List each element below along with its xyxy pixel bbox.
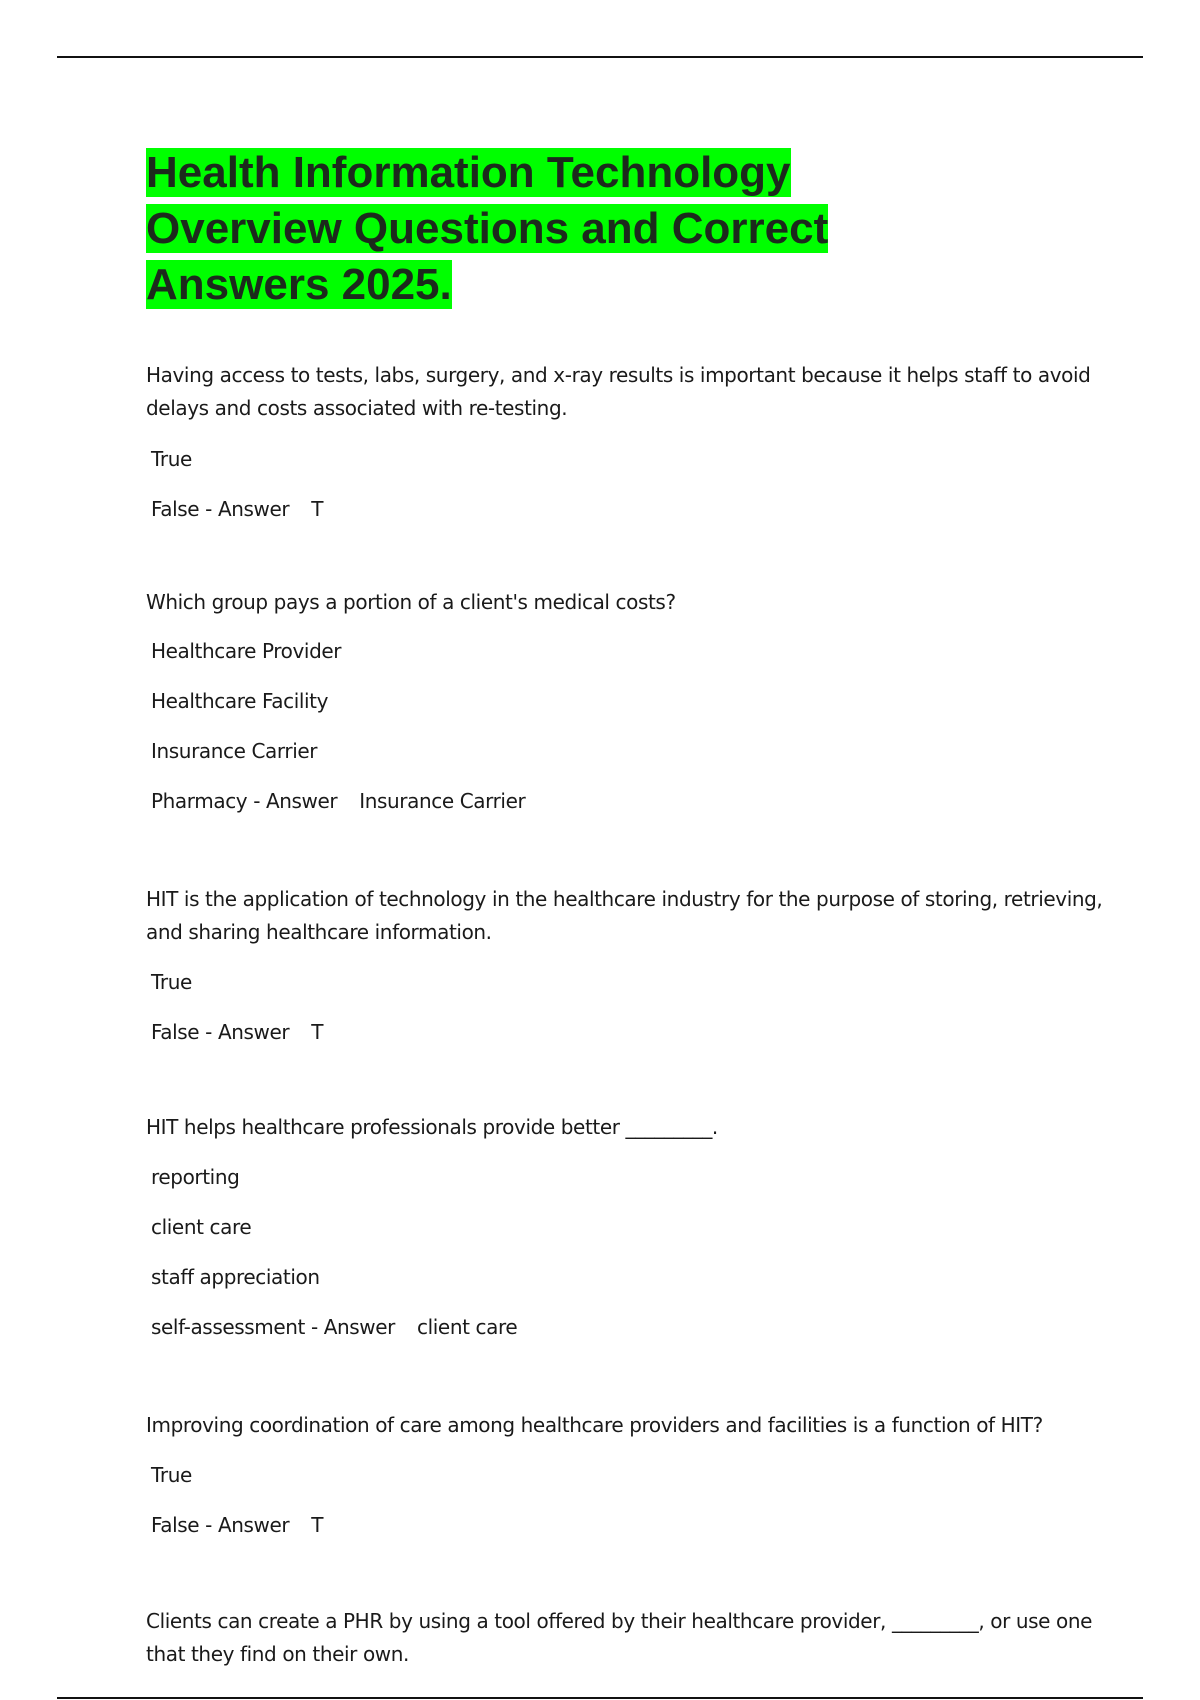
answer-label: - Answer bbox=[247, 789, 338, 813]
question-text: Clients can create a PHR by using a tool offered by their healthcare provider, _________, or use one that they find on their own. bbox=[146, 1609, 1093, 1666]
option-list bbox=[146, 1459, 1106, 1542]
option: Insurance Carrier bbox=[151, 739, 318, 763]
question-2 bbox=[146, 586, 1106, 818]
option-with-answer bbox=[146, 1016, 1106, 1049]
question-1 bbox=[146, 359, 1106, 526]
option-with-answer bbox=[146, 1509, 1106, 1542]
question-text: HIT is the application of technology in the healthcare industry for the purpose of storing, retrieving, and sharing healthcare information. bbox=[146, 887, 1103, 944]
option-list bbox=[146, 635, 1106, 818]
option-list bbox=[146, 443, 1106, 526]
answer-label: - Answer bbox=[199, 497, 290, 521]
option-label: Pharmacy bbox=[151, 789, 248, 813]
answer-value: client care bbox=[417, 1315, 518, 1339]
question-5 bbox=[146, 1409, 1106, 1542]
answer-value: T bbox=[311, 1020, 324, 1044]
document-body bbox=[146, 145, 1106, 1671]
option-label: False bbox=[151, 497, 200, 521]
answer-label: - Answer bbox=[305, 1315, 395, 1339]
option-with-answer bbox=[146, 493, 1106, 526]
option: True bbox=[151, 447, 192, 471]
question-text: Which group pays a portion of a client's medical costs? bbox=[146, 590, 676, 614]
header-rule bbox=[57, 56, 1143, 58]
option: Healthcare Provider bbox=[151, 639, 342, 663]
answer-value: Insurance Carrier bbox=[359, 789, 526, 813]
answer-value: T bbox=[311, 497, 324, 521]
option-label: False bbox=[151, 1513, 200, 1537]
option-label: False bbox=[151, 1020, 200, 1044]
option-with-answer bbox=[146, 1311, 1106, 1344]
option: True bbox=[151, 1463, 192, 1487]
title-highlight: Health Information Technology Overview Questions and Correct Answers 2025. bbox=[146, 148, 829, 309]
answer-label: - Answer bbox=[199, 1020, 290, 1044]
document-title bbox=[146, 145, 906, 313]
question-3 bbox=[146, 883, 1106, 1049]
option: Healthcare Facility bbox=[151, 689, 329, 713]
option: True bbox=[151, 970, 192, 994]
footer-rule bbox=[57, 1697, 1143, 1699]
option: client care bbox=[151, 1215, 252, 1239]
option: reporting bbox=[151, 1165, 240, 1189]
answer-label: - Answer bbox=[199, 1513, 290, 1537]
option-list bbox=[146, 1161, 1106, 1344]
option: staff appreciation bbox=[151, 1265, 320, 1289]
option-label: self-assessment bbox=[151, 1315, 305, 1339]
option-with-answer bbox=[146, 785, 1106, 818]
question-6 bbox=[146, 1605, 1106, 1671]
question-text: HIT helps healthcare professionals provide better _________. bbox=[146, 1115, 718, 1139]
question-text: Improving coordination of care among healthcare providers and facilities is a function of HIT? bbox=[146, 1413, 1043, 1437]
answer-value: T bbox=[311, 1513, 324, 1537]
question-4 bbox=[146, 1111, 1106, 1344]
option-list bbox=[146, 966, 1106, 1049]
question-text: Having access to tests, labs, surgery, and x-ray results is important because it helps staff to avoid delays and costs associated with re-testing. bbox=[146, 363, 1091, 420]
